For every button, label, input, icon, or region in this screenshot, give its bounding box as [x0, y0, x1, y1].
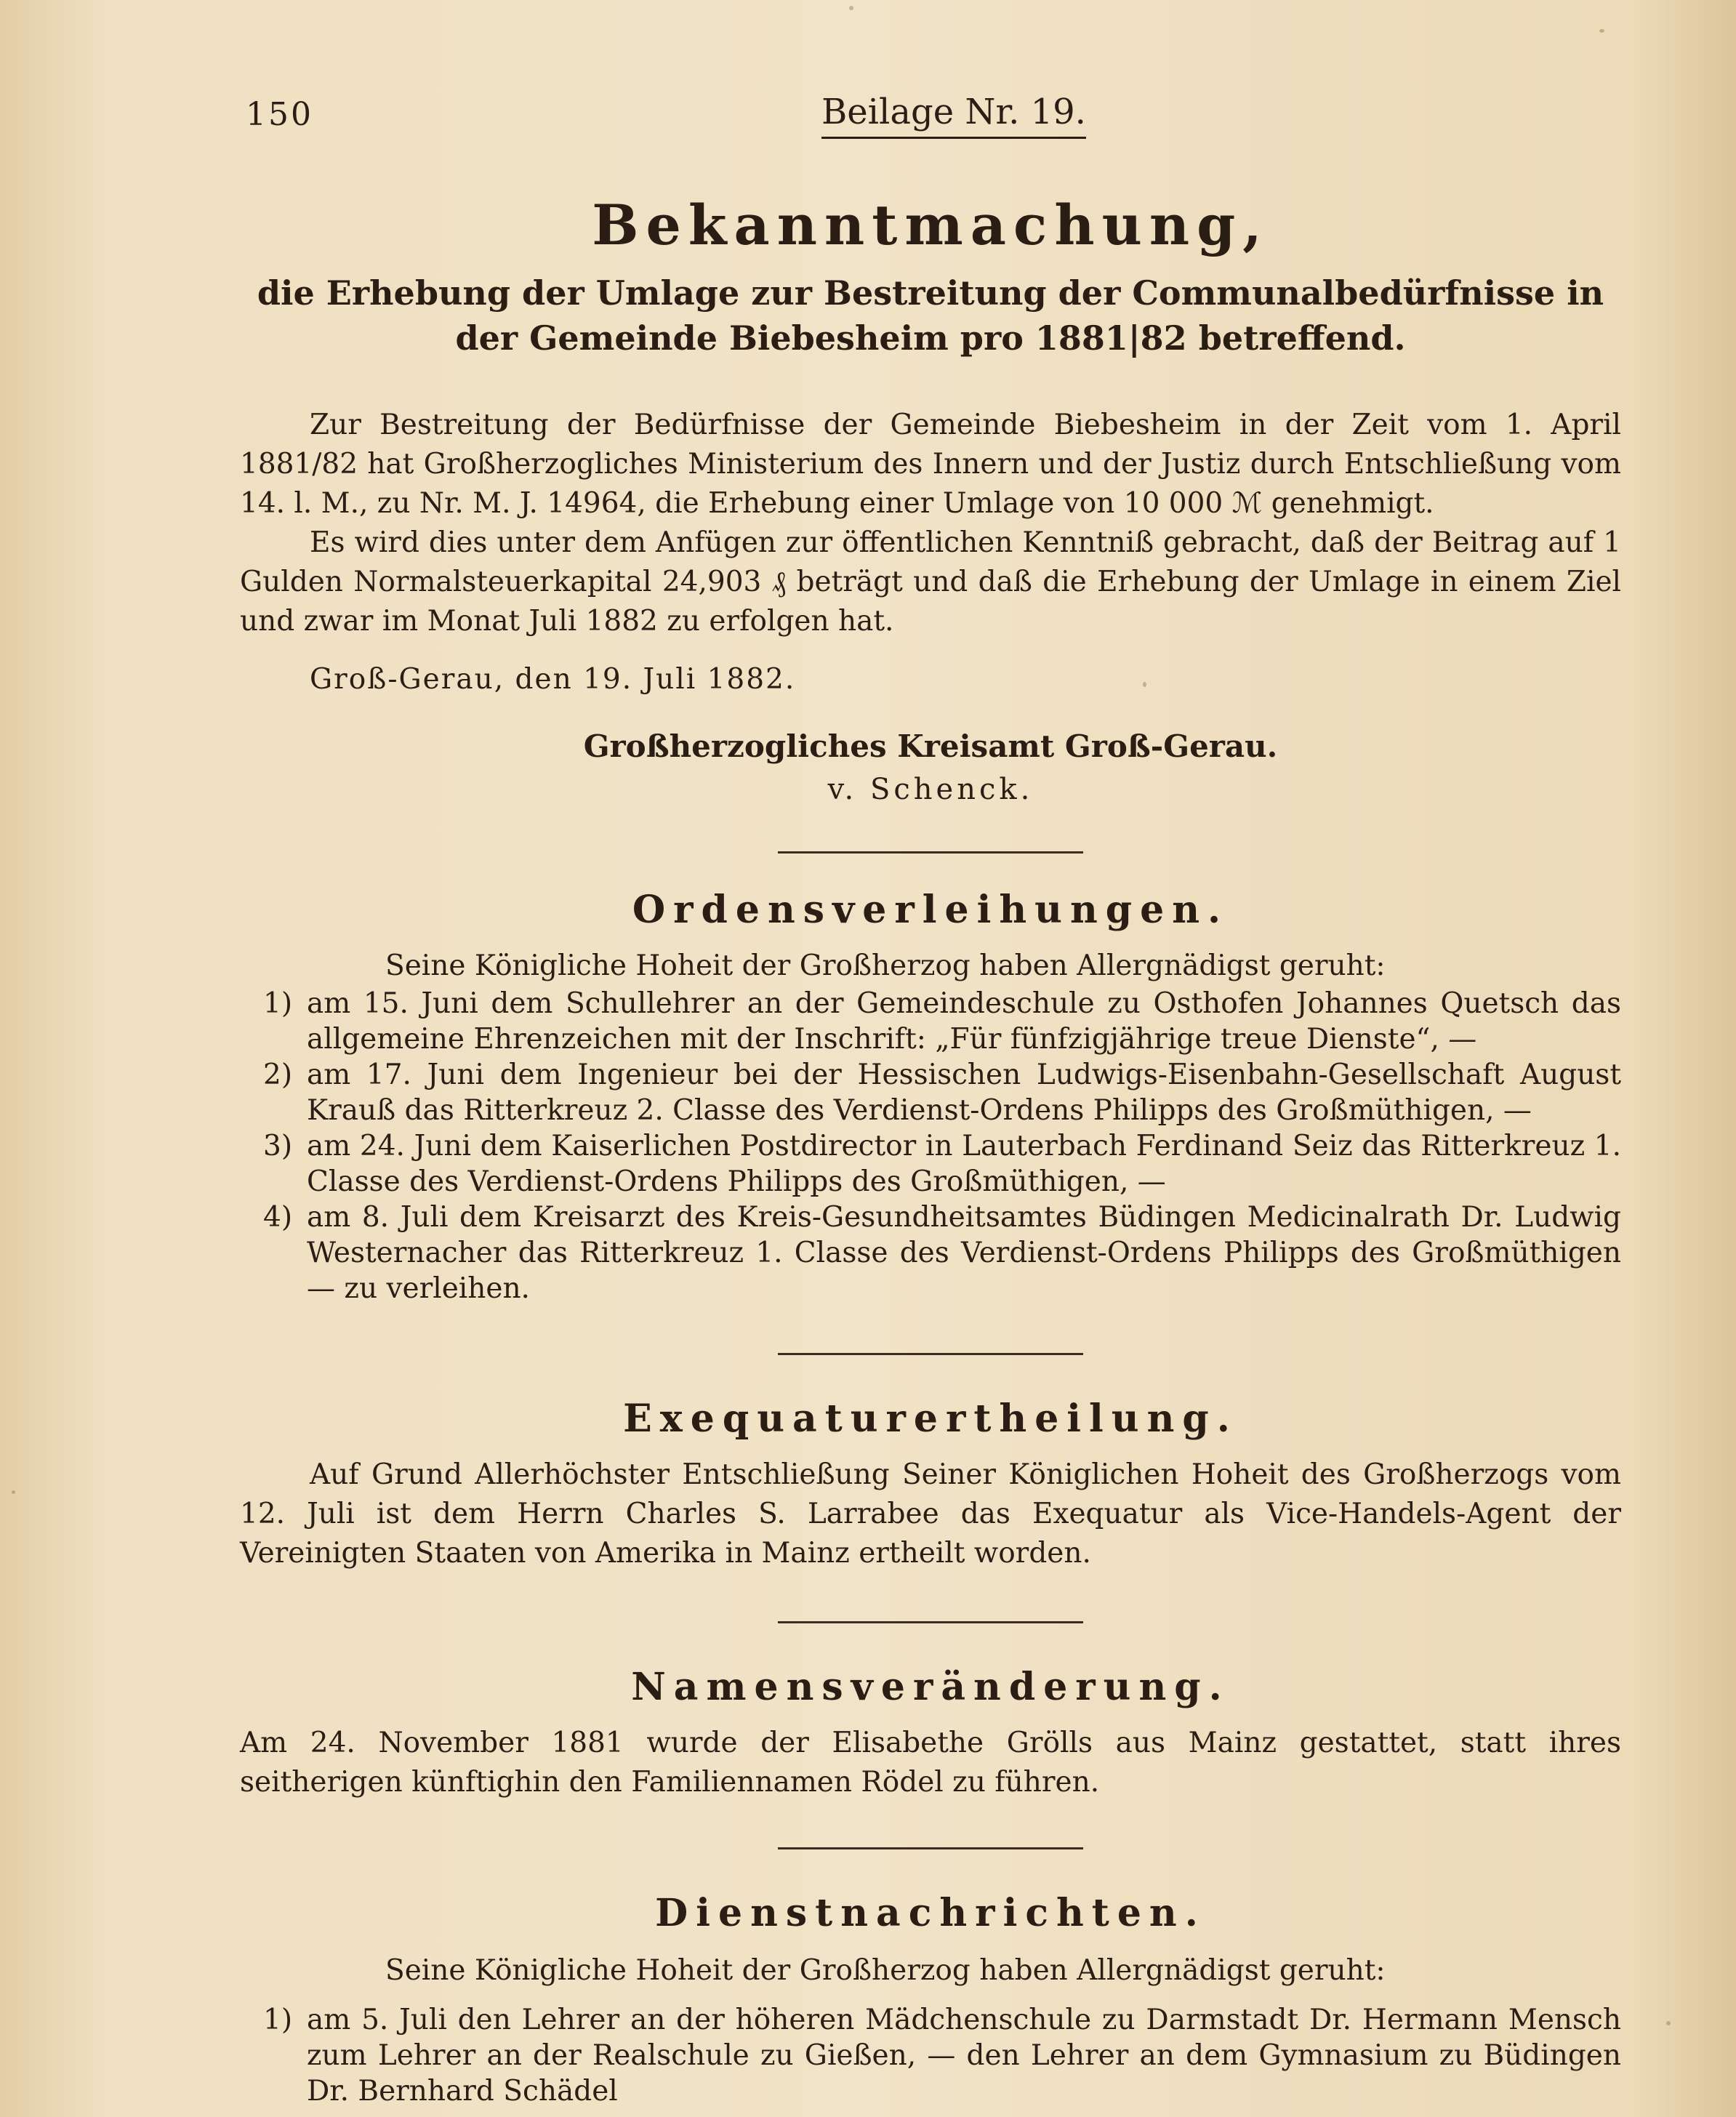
name-change-text: Am 24. November 1881 wurde der Elisabethe Grölls aus Mainz gestattet, statt ihres seitherigen künftighin den Familiennamen Rödel zu führen.: [240, 1727, 1621, 1799]
item-number: 3): [263, 1130, 293, 1162]
service-intro: Seine Königliche Hoheit der Großherzog haben Allergnädigst geruht:: [385, 1954, 1386, 1987]
list-item: [240, 1200, 1621, 1306]
item-text: am 17. Juni dem Ingenieur bei der Hessischen Ludwigs-Eisenbahn-Gesellschaft August Krauß das Ritterkreuz 2. Classe des Verdienst-Ordens Philipps des Großmüthigen, —: [307, 1058, 1621, 1127]
orders-section: [240, 888, 1621, 1306]
orders-list: [240, 986, 1621, 1306]
item-text: am 5. Juli den Lehrer an der höheren Mädchenschule zu Darmstadt Dr. Hermann Mensch zum Lehrer an der Realschule zu Gießen, — den Lehrer an dem Gymnasium zu Büdingen Dr. Bernhard Schädel: [307, 2004, 1621, 2108]
exequatur-text: Auf Grund Allerhöchster Entschließung Seiner Königlichen Hoheit des Großherzogs vom 12. Juli ist dem Herrn Charles S. Larrabee das Exequatur als Vice-Handels-Agent der Vereinigten Staaten von Amerika in Mainz ertheilt worden.: [240, 1458, 1621, 1570]
paper-spot: [849, 6, 853, 10]
list-item: [240, 986, 1621, 1057]
exequatur-section: [240, 1397, 1621, 1573]
service-title: Dienstnachrichten.: [655, 1891, 1206, 1935]
running-title: Beilage Nr. 19.: [821, 92, 1086, 139]
announcement-title: Bekanntmachung,: [592, 193, 1269, 257]
list-item: [240, 1128, 1621, 1200]
item-number: 1): [263, 987, 293, 1020]
item-number: 2): [263, 1058, 293, 1091]
item-number: 4): [263, 1201, 293, 1234]
page-header: [240, 87, 1621, 145]
name-change-title: Namensveränderung.: [631, 1665, 1230, 1709]
list-item: [240, 1057, 1621, 1128]
item-text: am 8. Juli dem Kreisarzt des Kreis-Gesundheitsamtes Büdingen Medicinalrath Dr. Ludwig Westernacher das Ritterkreuz 1. Classe des Verdienst-Ordens Philipps des Großmüthigen — zu verleihen.: [307, 1201, 1621, 1305]
section-divider: [778, 851, 1083, 853]
paper-spot: [12, 1490, 15, 1494]
section-divider: [778, 1621, 1083, 1623]
name-change-section: [240, 1665, 1621, 1802]
section-divider: [778, 1353, 1083, 1355]
section-divider: [778, 1847, 1083, 1849]
announcement-section: [240, 193, 1621, 806]
page-number: 150: [246, 96, 313, 133]
announcement-subtitle: die Erhebung der Umlage zur Bestreitung der Communalbedürfnisse in der Gemeinde Biebesheim pro 1881|82 betreffend.: [257, 273, 1604, 358]
service-list: [240, 2002, 1621, 2109]
paper-spot: [1143, 682, 1146, 687]
paper-spot: [1599, 29, 1604, 33]
item-text: am 15. Juni dem Schullehrer an der Gemeindeschule zu Osthofen Johannes Quetsch das allgemeine Ehrenzeichen mit der Inschrift: „Für fünfzigjährige treue Dienste“, —: [307, 987, 1621, 1056]
service-section: [240, 1891, 1621, 2109]
page-content: [240, 87, 1621, 2109]
exequatur-title: Exequaturertheilung.: [623, 1397, 1238, 1441]
item-text: am 24. Juni dem Kaiserlichen Postdirector in Lauterbach Ferdinand Seiz das Ritterkreuz 1. Classe des Verdienst-Ordens Philipps des Großmüthigen, —: [307, 1130, 1621, 1198]
orders-intro: Seine Königliche Hoheit der Großherzog haben Allergnädigst geruht:: [385, 949, 1386, 982]
item-number: 1): [263, 2004, 293, 2036]
paper-spot: [1666, 2021, 1671, 2025]
announcement-paragraph: Zur Bestreitung der Bedürfnisse der Gemeinde Biebesheim in der Zeit vom 1. April 1881/82 hat Großherzogliches Ministerium des Innern und der Justiz durch Entschließung vom 14. l. M., zu Nr. M. J. 14964, die Erhebung einer Umlage von 10 000 ℳ genehmigt.: [240, 409, 1621, 520]
orders-title: Ordensverleihungen.: [632, 888, 1229, 932]
issuing-authority: Großherzogliches Kreisamt Groß-Gerau.: [583, 728, 1278, 764]
signature: v. Schenck.: [827, 773, 1034, 806]
list-item: [240, 2002, 1621, 2109]
announcement-paragraph: Es wird dies unter dem Anfügen zur öffentlichen Kenntniß gebracht, daß der Beitrag auf 1 Gulden Normalsteuerkapital 24,903 ₰ beträgt und daß die Erhebung der Umlage in einem Ziel und zwar im Monat Juli 1882 zu erfolgen hat.: [240, 526, 1621, 638]
place-date: Groß-Gerau, den 19. Juli 1882.: [310, 663, 796, 696]
